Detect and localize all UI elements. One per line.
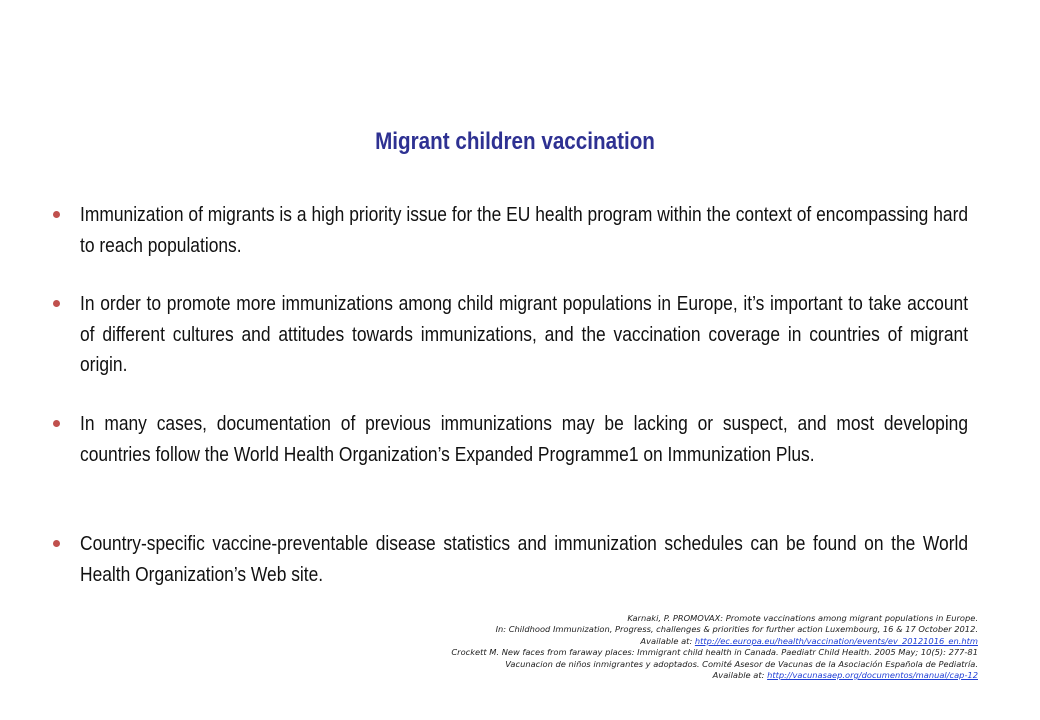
reference-link-vacunasaep[interactable]: http://vacunasaep.org/documentos/manual/cap-12: [767, 670, 978, 681]
reference-line: Karnaki, P. PROMOVAX: Promote vaccinations among migrant populations in Europe.: [627, 613, 978, 623]
reference-line: [278, 670, 978, 681]
bullet-item: [80, 529, 968, 590]
bullet-dot-icon: [53, 540, 60, 547]
bullet-text: Country-specific vaccine-preventable disease statistics and immunization schedules can be found on the World Health Organization’s Web site.: [80, 532, 969, 586]
bullet-dot-icon: [53, 420, 60, 427]
bullet-text: Immunization of migrants is a high priority issue for the EU health program within the context of encompassing hard to reach populations.: [80, 203, 969, 257]
bullet-item: [80, 200, 968, 261]
reference-line: Vacunacion de niños inmigrantes y adoptados. Comité Asesor de Vacunas de la Asociación Española de Pediatría.: [505, 658, 978, 669]
bullet-dot-icon: [53, 211, 60, 218]
reference-prefix: Available at:: [640, 635, 695, 646]
bullet-dot-icon: [53, 300, 60, 307]
reference-line: [278, 636, 978, 647]
bullet-text: In order to promote more immunizations among child migrant populations in Europe, it’s important to take account of different cultures and attitudes towards immunizations, and the vaccination coverage in countries of migrant origin.: [80, 292, 969, 376]
slide-title: Migrant children vaccination: [375, 128, 655, 155]
reference-prefix: Available at:: [712, 670, 768, 681]
reference-line: In: Childhood Immunization, Progress, challenges & priorities for further action Luxembourg, 16 & 17 October 2012.: [495, 624, 978, 635]
bullet-text: In many cases, documentation of previous immunizations may be lacking or suspect, and most developing countries follow the World Health Organization’s Expanded Programme1 on Immunization Plus.: [80, 412, 969, 466]
reference-line: Crockett M. New faces from faraway places: Immigrant child health in Canada. Paediatr Child Health. 2005 May; 10(5): 277-81: [451, 647, 978, 658]
bullet-item: [80, 289, 968, 381]
reference-link-ec-europa[interactable]: http://ec.europa.eu/health/vaccination/events/ev_20121016_en.htm: [694, 635, 978, 646]
references: [278, 613, 978, 681]
bullet-item: [80, 409, 968, 470]
